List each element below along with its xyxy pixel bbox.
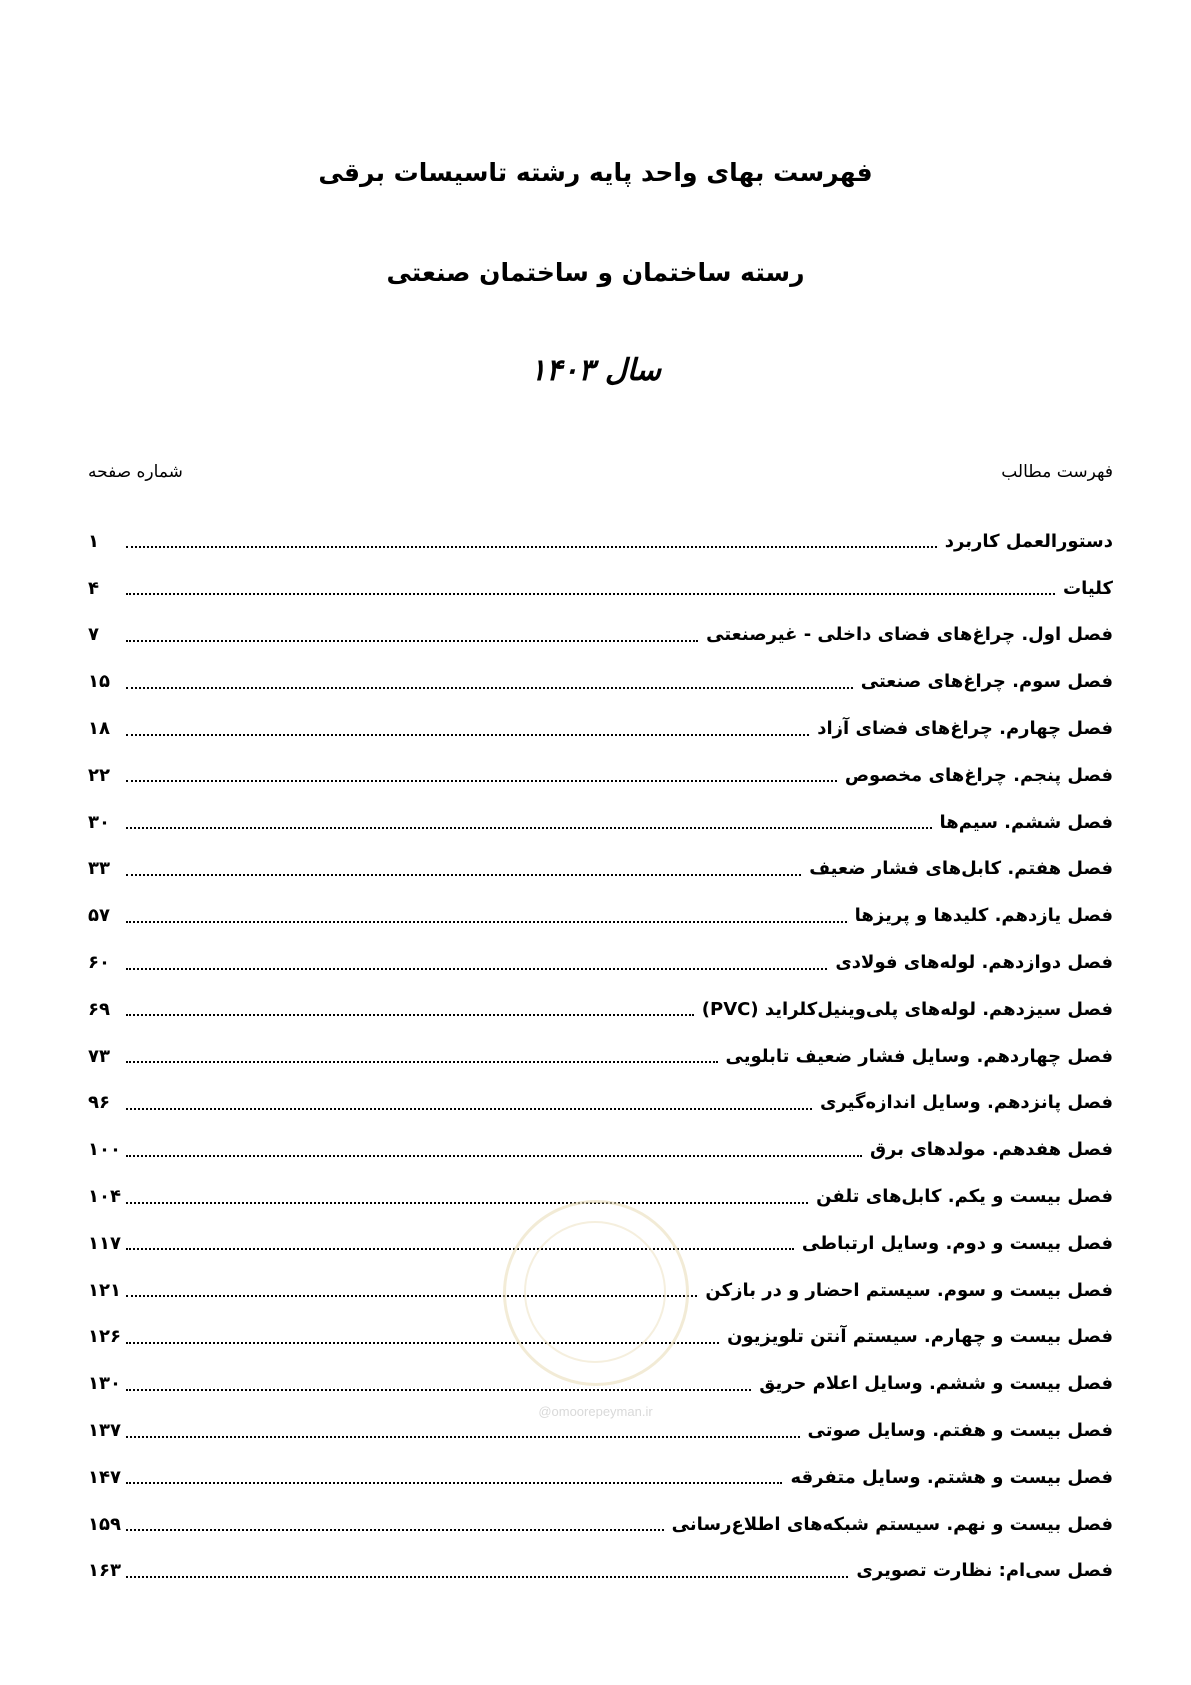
toc-entry[interactable] — [88, 1126, 1113, 1173]
toc-leader-dots — [126, 780, 837, 782]
watermark-seal-icon — [503, 1200, 689, 1386]
toc-leader-dots — [126, 640, 698, 642]
toc-entry-page: ۱۲۱ — [88, 1279, 121, 1301]
toc-leader-dots — [126, 546, 937, 548]
table-of-contents — [88, 518, 1113, 1594]
toc-entry-label: فصل بیست و هفتم. وسایل صوتی — [807, 1420, 1113, 1442]
toc-entry-label: فصل اول. چراغ‌های فضای داخلی - غیرصنعتی — [706, 624, 1113, 646]
toc-entry-page: ۱۰۴ — [88, 1186, 121, 1208]
toc-entry-page: ۱۸ — [88, 718, 110, 740]
toc-entry-page: ۷۳ — [88, 1045, 110, 1067]
toc-leader-dots — [126, 1482, 782, 1484]
toc-leader-dots — [126, 687, 853, 689]
toc-entry[interactable] — [88, 1080, 1113, 1127]
toc-entry-label: فصل بیست و ششم. وسایل اعلام حریق — [759, 1373, 1113, 1395]
toc-entry[interactable] — [88, 612, 1113, 659]
toc-entry-page: ۱۱۷ — [88, 1232, 121, 1254]
toc-entry-label: فصل بیست و نهم. سیستم شبکه‌های اطلاع‌رسانی — [671, 1513, 1113, 1535]
toc-entry-label: فصل چهاردهم. وسایل فشار ضعیف تابلویی — [725, 1045, 1113, 1067]
toc-entry[interactable] — [88, 518, 1113, 565]
toc-entry-page: ۳۰ — [88, 811, 110, 833]
toc-entry-page: ۹۶ — [88, 1092, 110, 1114]
toc-entry-label: فصل ششم. سیم‌ها — [939, 811, 1113, 833]
toc-leader-dots — [126, 1108, 812, 1110]
toc-leader-dots — [126, 1576, 848, 1578]
document-year: سال ۱۴۰۳ — [530, 353, 661, 388]
toc-entry-label: فصل سیزدهم. لوله‌های پلی‌وینیل‌کلراید (PVC) — [701, 998, 1113, 1020]
toc-leader-dots — [126, 593, 1055, 595]
toc-entry-label: دستورالعمل کاربرد — [944, 530, 1113, 552]
toc-entry-label: فصل بیست و دوم. وسایل ارتباطی — [801, 1232, 1113, 1254]
toc-entry-label: فصل پانزدهم. وسایل اندازه‌گیری — [819, 1092, 1113, 1114]
toc-leader-dots — [126, 874, 801, 876]
toc-entry-label: فصل بیست و هشتم. وسایل متفرقه — [790, 1466, 1113, 1488]
toc-entry-page: ۱۰۰ — [88, 1139, 121, 1161]
toc-entry-label: کلیات — [1062, 577, 1113, 599]
toc-leader-dots — [126, 1529, 664, 1531]
toc-entry-page: ۱۳۰ — [88, 1373, 121, 1395]
toc-leader-dots — [126, 968, 827, 970]
toc-entry[interactable] — [88, 565, 1113, 612]
toc-entry-label: فصل یازدهم. کلیدها و پریزها — [854, 905, 1113, 927]
toc-entry[interactable] — [88, 1454, 1113, 1501]
toc-entry[interactable] — [88, 1501, 1113, 1548]
toc-entry-label: فصل بیست و یکم. کابل‌های تلفن — [816, 1186, 1113, 1208]
toc-entry-page: ۱۵۹ — [88, 1513, 121, 1535]
toc-entry-page: ۱۳۷ — [88, 1420, 121, 1442]
toc-leader-dots — [126, 1389, 751, 1391]
toc-entry-page: ۱۶۳ — [88, 1560, 121, 1582]
toc-entry[interactable] — [88, 1033, 1113, 1080]
toc-entry-page: ۲۲ — [88, 764, 110, 786]
toc-leader-dots — [126, 1155, 862, 1157]
toc-entry-page: ۵۷ — [88, 905, 110, 927]
toc-entry-label: فصل بیست و چهارم. سیستم آنتن تلویزیون — [727, 1326, 1113, 1348]
toc-leader-dots — [126, 1202, 808, 1204]
watermark-text: @omoorepeyman.ir — [538, 1404, 653, 1419]
toc-entry[interactable] — [88, 986, 1113, 1033]
toc-entry-page: ۱۴۷ — [88, 1466, 121, 1488]
toc-entry-label: فصل پنجم. چراغ‌های مخصوص — [844, 764, 1113, 786]
toc-entry[interactable] — [88, 705, 1113, 752]
toc-leader-dots — [126, 827, 932, 829]
document-subtitle: رسته ساختمان و ساختمان صنعتی — [386, 258, 805, 287]
toc-entry[interactable] — [88, 658, 1113, 705]
toc-leader-dots — [126, 1248, 794, 1250]
toc-entry-page: ۶۹ — [88, 998, 110, 1020]
toc-leader-dots — [126, 734, 809, 736]
toc-entry-page: ۳۳ — [88, 858, 110, 880]
toc-leader-dots — [126, 1061, 718, 1063]
toc-entry[interactable] — [88, 799, 1113, 846]
toc-entry-label: فصل هفتم. کابل‌های فشار ضعیف — [809, 858, 1113, 880]
toc-entry-label: فصل دوازدهم. لوله‌های فولادی — [835, 952, 1113, 974]
toc-entry-page: ۱ — [88, 530, 99, 552]
toc-entry-page: ۱۵ — [88, 671, 110, 693]
toc-entry-label: فصل سی‌ام: نظارت تصویری — [856, 1560, 1113, 1582]
toc-entry-page: ۶۰ — [88, 952, 110, 974]
toc-entry-label: فصل هفدهم. مولدهای برق — [869, 1139, 1113, 1161]
toc-leader-dots — [126, 921, 847, 923]
toc-entry-page: ۱۲۶ — [88, 1326, 121, 1348]
toc-entry-page: ۴ — [88, 577, 99, 599]
toc-leader-dots — [126, 1014, 694, 1016]
toc-entry-page: ۷ — [88, 624, 99, 646]
toc-entry[interactable] — [88, 846, 1113, 893]
toc-entry[interactable] — [88, 752, 1113, 799]
toc-entry-label: فصل چهارم. چراغ‌های فضای آزاد — [817, 718, 1113, 740]
page-number-heading: شماره صفحه — [88, 462, 183, 482]
toc-heading: فهرست مطالب — [1001, 462, 1113, 482]
toc-entry-label: فصل سوم. چراغ‌های صنعتی — [860, 671, 1113, 693]
document-title: فهرست بهای واحد پایه رشته تاسیسات برقی — [318, 158, 873, 187]
toc-leader-dots — [126, 1436, 800, 1438]
toc-entry-label: فصل بیست و سوم. سیستم احضار و در بازکن — [705, 1279, 1113, 1301]
toc-entry[interactable] — [88, 939, 1113, 986]
toc-entry[interactable] — [88, 892, 1113, 939]
toc-entry[interactable] — [88, 1548, 1113, 1595]
